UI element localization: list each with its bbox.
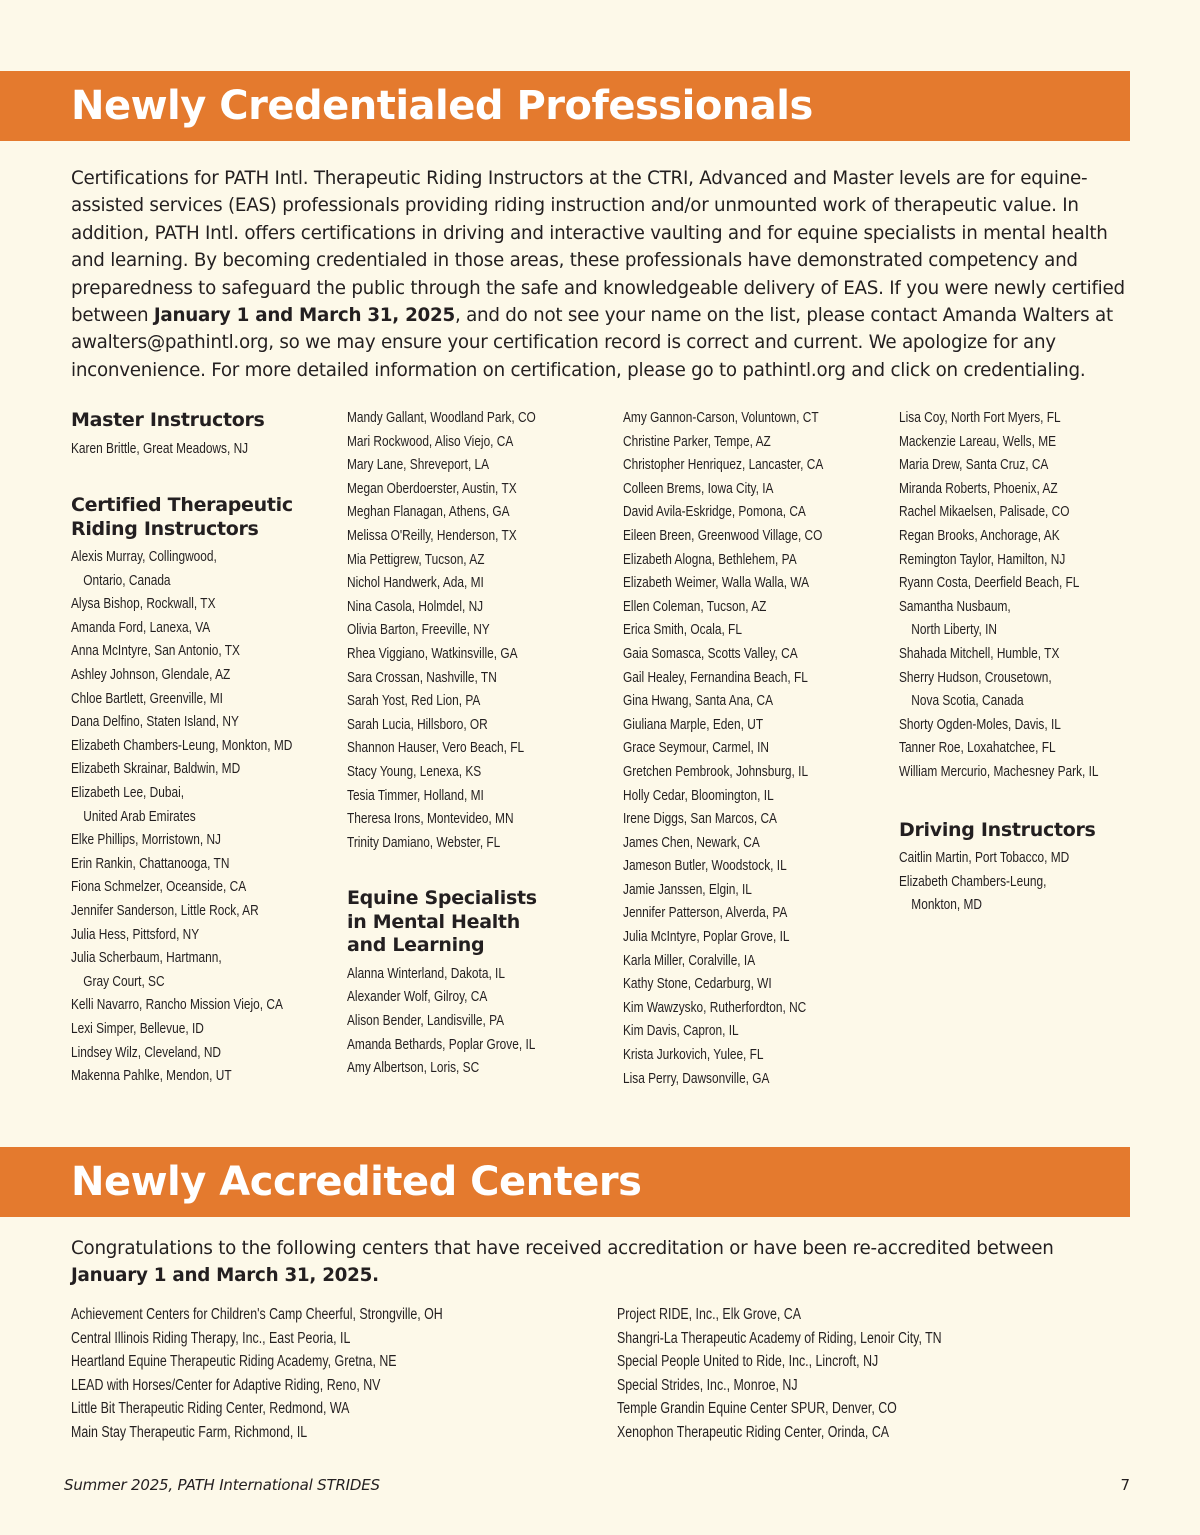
list-item: Julia Scherbaum, Hartmann, bbox=[71, 950, 222, 967]
list-item: Shangri-La Therapeutic Academy of Riding, Lenoir City, TN bbox=[617, 1329, 942, 1347]
list-item: Samantha Nusbaum, bbox=[899, 598, 1011, 615]
list-item: Christopher Henriquez, Lancaster, CA bbox=[623, 457, 824, 474]
list-item: Gaia Somasca, Scotts Valley, CA bbox=[623, 645, 798, 662]
list-item: Erin Rankin, Chattanooga, TN bbox=[71, 855, 230, 872]
list-item: Lisa Coy, North Fort Myers, FL bbox=[899, 410, 1061, 426]
list-item: Central Illinois Riding Therapy, Inc., East Peoria, IL bbox=[71, 1329, 351, 1347]
list-item: Shahada Mitchell, Humble, TX bbox=[899, 645, 1060, 662]
heading-master-instructors: Master Instructors bbox=[71, 409, 265, 431]
accredited-intro: Congratulations to the following centers that have received accreditation or have been re-accredited between January 1 and March 31, 2025. bbox=[71, 1238, 1054, 1287]
list-item: Remington Taylor, Hamilton, NJ bbox=[899, 551, 1066, 568]
list-item: Monkton, MD bbox=[911, 897, 983, 914]
section-title: Newly Accredited Centers bbox=[71, 1159, 642, 1205]
list-item: Irene Diggs, San Marcos, CA bbox=[623, 811, 777, 828]
list-item: LEAD with Horses/Center for Adaptive Riding, Reno, NV bbox=[71, 1376, 381, 1394]
esmhl-list-part1 bbox=[347, 963, 630, 1081]
list-item: North Liberty, IN bbox=[911, 622, 997, 639]
list-item: Lexi Simper, Bellevue, ID bbox=[71, 1020, 204, 1037]
driving-instructors-list bbox=[899, 847, 1182, 918]
list-item: William Mercurio, Machesney Park, IL bbox=[899, 763, 1099, 780]
column-1 bbox=[71, 409, 341, 1089]
list-item: Project RIDE, Inc., Elk Grove, CA bbox=[617, 1306, 801, 1323]
section-banner-accredited bbox=[0, 1147, 1130, 1217]
list-item: Gina Hwang, Santa Ana, CA bbox=[623, 693, 774, 710]
list-item: Nichol Handwerk, Ada, MI bbox=[347, 575, 484, 592]
list-item: Mandy Gallant, Woodland Park, CO bbox=[347, 410, 536, 426]
list-item: Elizabeth Chambers-Leung, bbox=[899, 873, 1047, 890]
list-item: Julia Hess, Pittsford, NY bbox=[71, 926, 200, 943]
list-item: Lindsey Wilz, Cleveland, ND bbox=[71, 1044, 222, 1061]
list-item: Caitlin Martin, Port Tobacco, MD bbox=[899, 850, 1070, 866]
list-item: Fiona Schmelzer, Oceanside, CA bbox=[71, 879, 247, 896]
ctri-list-part2 bbox=[347, 407, 630, 855]
footer-publication: Summer 2025, PATH International STRIDES bbox=[64, 1476, 380, 1494]
list-item: Jennifer Patterson, Alverda, PA bbox=[623, 905, 788, 922]
list-item: Gray Court, SC bbox=[83, 973, 165, 990]
list-item: Kim Wawzysko, Rutherfordton, NC bbox=[623, 999, 807, 1016]
section-title: Newly Credentialed Professionals bbox=[71, 83, 813, 129]
list-item: Little Bit Therapeutic Riding Center, Redmond, WA bbox=[71, 1400, 350, 1418]
heading-driving-instructors: Driving Instructors bbox=[899, 818, 1096, 841]
list-item: David Avila-Eskridge, Pomona, CA bbox=[623, 504, 806, 521]
list-item: Julia McIntyre, Poplar Grove, IL bbox=[623, 929, 790, 946]
list-item: Stacy Young, Lenexa, KS bbox=[347, 763, 482, 780]
list-item: Amanda Bethards, Poplar Grove, IL bbox=[347, 1036, 536, 1053]
list-item: Nina Casola, Holmdel, NJ bbox=[347, 598, 484, 615]
column-3 bbox=[623, 407, 893, 1091]
list-item: Olivia Barton, Freeville, NY bbox=[347, 622, 490, 639]
list-item: Trinity Damiano, Webster, FL bbox=[347, 834, 501, 851]
section-banner-credentialed bbox=[0, 71, 1130, 141]
column-2 bbox=[347, 407, 617, 1081]
list-item: Nova Scotia, Canada bbox=[911, 693, 1024, 710]
list-item: Heartland Equine Therapeutic Riding Academy, Gretna, NE bbox=[71, 1353, 397, 1371]
centers-list-right bbox=[617, 1303, 1113, 1445]
list-item: Alanna Winterland, Dakota, IL bbox=[347, 965, 505, 982]
list-item: Giuliana Marple, Eden, UT bbox=[623, 716, 764, 733]
page-number: 7 bbox=[1120, 1476, 1130, 1494]
list-item: Sarah Yost, Red Lion, PA bbox=[347, 693, 481, 710]
list-item: Jameson Butler, Woodstock, IL bbox=[623, 858, 787, 875]
list-item: Elizabeth Lee, Dubai, bbox=[71, 785, 185, 802]
esmhl-list-part3 bbox=[899, 407, 1182, 785]
list-item: Elizabeth Weimer, Walla Walla, WA bbox=[623, 575, 810, 592]
list-item: Holly Cedar, Bloomington, IL bbox=[623, 787, 774, 804]
list-item: Anna McIntyre, San Antonio, TX bbox=[71, 643, 240, 660]
heading-ctri: Certified Therapeutic Riding Instructors bbox=[71, 494, 293, 540]
list-item: Amy Albertson, Loris, SC bbox=[347, 1060, 480, 1077]
list-item: Elizabeth Alogna, Bethlehem, PA bbox=[623, 551, 797, 568]
list-item: Kathy Stone, Cedarburg, WI bbox=[623, 976, 772, 993]
list-item: Grace Seymour, Carmel, IN bbox=[623, 740, 770, 757]
list-item: Gretchen Pembrook, Johnsburg, IL bbox=[623, 763, 809, 780]
list-item: Jamie Janssen, Elgin, IL bbox=[623, 881, 752, 898]
column-4 bbox=[899, 407, 1169, 918]
list-item: Alexis Murray, Collingwood, bbox=[71, 549, 217, 566]
list-item: Sherry Hudson, Crousetown, bbox=[899, 669, 1052, 686]
master-instructors-list bbox=[71, 438, 354, 462]
list-item: Sara Crossan, Nashville, TN bbox=[347, 669, 497, 686]
list-item: Ryann Costa, Deerfield Beach, FL bbox=[899, 575, 1080, 592]
list-item: Rhea Viggiano, Watkinsville, GA bbox=[347, 645, 518, 662]
list-item: Rachel Mikaelsen, Palisade, CO bbox=[899, 504, 1070, 521]
list-item: Mari Rockwood, Aliso Viejo, CA bbox=[347, 433, 514, 450]
list-item: Miranda Roberts, Phoenix, AZ bbox=[899, 480, 1058, 497]
list-item: Melissa O'Reilly, Henderson, TX bbox=[347, 527, 517, 544]
list-item: Main Stay Therapeutic Farm, Richmond, IL bbox=[71, 1423, 308, 1441]
list-item: Alison Bender, Landisville, PA bbox=[347, 1012, 505, 1029]
list-item: Maria Drew, Santa Cruz, CA bbox=[899, 457, 1049, 474]
list-item: Sarah Lucia, Hillsboro, OR bbox=[347, 716, 488, 733]
esmhl-list-part2 bbox=[623, 407, 906, 1091]
list-item: Erica Smith, Ocala, FL bbox=[623, 622, 742, 639]
centers-list-left bbox=[71, 1303, 567, 1445]
credentialed-intro: Certifications for PATH Intl. Therapeutic Riding Instructors at the CTRI, Advanced and Master levels are for equine-assisted services (EAS) professionals providing riding instruction and/or unmounted work of therapeutic value. In addition, PATH Intl. offers certifications in driving and interactive vaulting and for equine specialists in mental health and learning. By becoming credentialed in those areas, these professionals have demonstrated competency and preparedness to safeguard the public through the safe and knowledgeable delivery of EAS. If you were newly certified between January 1 and March 31, 2025, and do not see your name on the list, please contact Amanda Walters at awalters@pathintl.org, so we may ensure your certification record is correct and current. We apologize for any inconvenience. For more detailed information on certification, please go to pathintl.org and click on credentialing. bbox=[71, 168, 1125, 381]
list-item: Tanner Roe, Loxahatchee, FL bbox=[899, 740, 1056, 757]
list-item: Jennifer Sanderson, Little Rock, AR bbox=[71, 903, 259, 919]
list-item: Gail Healey, Fernandina Beach, FL bbox=[623, 669, 808, 686]
list-item: Xenophon Therapeutic Riding Center, Orinda, CA bbox=[617, 1423, 890, 1441]
list-item: Chloe Bartlett, Greenville, MI bbox=[71, 690, 223, 707]
list-item: Alysa Bishop, Rockwall, TX bbox=[71, 596, 216, 613]
heading-esmhl: Equine Specialists in Mental Health and Learning bbox=[347, 887, 537, 957]
list-item: Krista Jurkovich, Yulee, FL bbox=[623, 1047, 764, 1064]
list-item: Eileen Breen, Greenwood Village, CO bbox=[623, 527, 823, 544]
list-item: Temple Grandin Equine Center SPUR, Denver, CO bbox=[617, 1400, 897, 1418]
list-item: Lisa Perry, Dawsonville, GA bbox=[623, 1070, 770, 1087]
list-item: Mia Pettigrew, Tucson, AZ bbox=[347, 551, 485, 568]
list-item: James Chen, Newark, CA bbox=[623, 834, 760, 851]
list-item: Shannon Hauser, Vero Beach, FL bbox=[347, 740, 525, 757]
list-item: Amanda Ford, Lanexa, VA bbox=[71, 619, 211, 636]
list-item: Kelli Navarro, Rancho Mission Viejo, CA bbox=[71, 997, 283, 1014]
list-item: Amy Gannon-Carson, Voluntown, CT bbox=[623, 410, 819, 426]
list-item: Special Strides, Inc., Monroe, NJ bbox=[617, 1376, 798, 1394]
list-item: Karla Miller, Coralville, IA bbox=[623, 952, 756, 969]
list-item: Colleen Brems, Iowa City, IA bbox=[623, 480, 774, 497]
list-item: Makenna Pahlke, Mendon, UT bbox=[71, 1068, 232, 1085]
list-item: Regan Brooks, Anchorage, AK bbox=[899, 527, 1060, 544]
list-item: Elizabeth Skrainar, Baldwin, MD bbox=[71, 761, 241, 778]
list-item: Mary Lane, Shreveport, LA bbox=[347, 457, 490, 474]
list-item: Kim Davis, Capron, IL bbox=[623, 1023, 739, 1040]
list-item: Elizabeth Chambers-Leung, Monkton, MD bbox=[71, 737, 293, 754]
list-item: Achievement Centers for Children's Camp Cheerful, Strongville, OH bbox=[71, 1306, 443, 1323]
list-item: Meghan Flanagan, Athens, GA bbox=[347, 504, 510, 521]
list-item: Mackenzie Lareau, Wells, ME bbox=[899, 433, 1057, 450]
list-item: Theresa Irons, Montevideo, MN bbox=[347, 811, 514, 828]
list-item: Tesia Timmer, Holland, MI bbox=[347, 787, 484, 804]
list-item: Ontario, Canada bbox=[83, 572, 171, 589]
list-item: Dana Delfino, Staten Island, NY bbox=[71, 714, 239, 731]
ctri-list-part1 bbox=[71, 546, 354, 1089]
list-item: United Arab Emirates bbox=[83, 808, 196, 825]
list-item: Ellen Coleman, Tucson, AZ bbox=[623, 598, 767, 615]
list-item: Elke Phillips, Morristown, NJ bbox=[71, 832, 221, 849]
list-item: Alexander Wolf, Gilroy, CA bbox=[347, 989, 488, 1006]
list-item: Special People United to Ride, Inc., Lincroft, NJ bbox=[617, 1353, 879, 1371]
list-item: Ashley Johnson, Glendale, AZ bbox=[71, 667, 231, 684]
list-item: Christine Parker, Tempe, AZ bbox=[623, 433, 771, 450]
list-item: Shorty Ogden-Moles, Davis, IL bbox=[899, 716, 1061, 733]
list-item: Karen Brittle, Great Meadows, NJ bbox=[71, 440, 249, 457]
list-item: Megan Oberdoerster, Austin, TX bbox=[347, 480, 517, 497]
